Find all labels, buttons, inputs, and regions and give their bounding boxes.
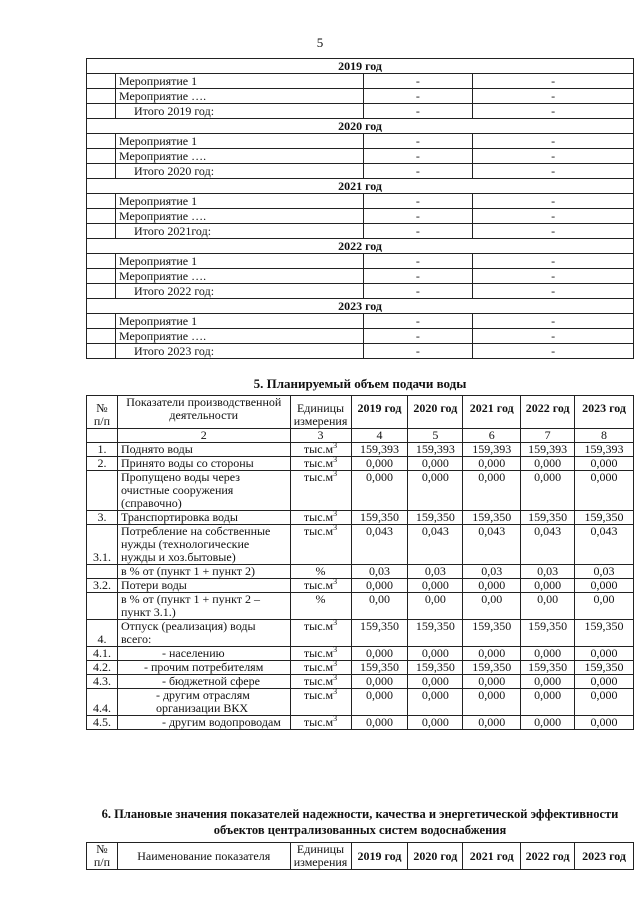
table-row <box>87 647 634 661</box>
value-cell: 0,000 <box>463 457 521 471</box>
unit-text: тыс.м <box>303 674 334 688</box>
value-cell: 159,350 <box>408 511 463 525</box>
value-cell: 159,350 <box>351 661 408 675</box>
measure-value: - <box>473 149 634 164</box>
header-year: 2021 год <box>463 843 521 870</box>
year-title: 2019 год <box>87 59 634 74</box>
row-number: 4.4. <box>87 689 118 716</box>
total-value: - <box>473 344 634 359</box>
value-cell: 0,000 <box>575 647 634 661</box>
row-number: 4.1. <box>87 647 118 661</box>
value-cell: 0,043 <box>521 525 575 565</box>
measure-value: - <box>363 329 473 344</box>
table-row <box>87 511 634 525</box>
table-row <box>87 254 634 269</box>
value-cell: 159,393 <box>575 443 634 457</box>
indicator-name: - другим водопроводам <box>117 716 290 730</box>
header-year: 2019 год <box>351 843 408 870</box>
measure-value: - <box>363 269 473 284</box>
header-year: 2021 год <box>463 396 521 429</box>
row-number: 4. <box>87 620 118 647</box>
unit-superscript: 3 <box>333 673 338 682</box>
indicator-name: - другим отраслям организации ВКХ <box>117 689 290 716</box>
table-row <box>87 457 634 471</box>
col-number: 8 <box>575 429 634 443</box>
blank-cell <box>87 284 116 299</box>
measure-value: - <box>363 134 473 149</box>
table-header-row <box>87 843 634 870</box>
unit-cell <box>290 457 351 471</box>
unit-text: % <box>315 592 326 606</box>
measure-value: - <box>363 194 473 209</box>
column-numbers-row <box>87 429 634 443</box>
unit-cell <box>290 716 351 730</box>
value-cell: 0,000 <box>351 471 408 511</box>
reliability-table <box>86 842 634 870</box>
col-number: 7 <box>521 429 575 443</box>
header-year: 2023 год <box>575 396 634 429</box>
blank-cell <box>87 269 116 284</box>
total-value: - <box>363 344 473 359</box>
measure-value: - <box>473 134 634 149</box>
value-cell: 0,000 <box>575 675 634 689</box>
value-cell: 0,000 <box>521 716 575 730</box>
indicator-name: Отпуск (реализация) воды всего: <box>117 620 290 647</box>
value-cell: 0,000 <box>521 471 575 511</box>
value-cell: 159,393 <box>463 443 521 457</box>
indicator-name: в % от (пункт 1 + пункт 2) <box>117 565 290 579</box>
col-number: 2 <box>117 429 290 443</box>
measure-value: - <box>473 209 634 224</box>
indicator-name: - прочим потребителям <box>117 661 290 675</box>
header-year: 2019 год <box>351 396 408 429</box>
year-header-row <box>87 239 634 254</box>
total-row <box>87 224 634 239</box>
indicator-name: Транспортировка воды <box>117 511 290 525</box>
value-cell: 159,350 <box>463 661 521 675</box>
value-cell: 0,03 <box>463 565 521 579</box>
total-value: - <box>363 224 473 239</box>
measure-value: - <box>363 209 473 224</box>
blank-cell <box>87 104 116 119</box>
unit-cell <box>290 579 351 593</box>
header-indicator: Наименование показателя <box>117 843 290 870</box>
value-cell: 159,350 <box>408 620 463 647</box>
table-row <box>87 134 634 149</box>
year-title: 2020 год <box>87 119 634 134</box>
value-cell: 0,000 <box>575 716 634 730</box>
row-number: 1. <box>87 443 118 457</box>
table-header-row <box>87 396 634 429</box>
unit-superscript: 3 <box>333 509 338 518</box>
unit-superscript: 3 <box>333 455 338 464</box>
indicator-name: - бюджетной сфере <box>117 675 290 689</box>
row-number: 4.5. <box>87 716 118 730</box>
value-cell: 0,000 <box>351 457 408 471</box>
total-name: Итого 2019 год: <box>115 104 363 119</box>
header-num: № п/п <box>87 843 118 870</box>
value-cell: 159,393 <box>408 443 463 457</box>
table-row <box>87 149 634 164</box>
value-cell: 0,03 <box>521 565 575 579</box>
value-cell: 0,000 <box>408 579 463 593</box>
unit-superscript: 3 <box>333 714 338 723</box>
value-cell: 0,000 <box>351 579 408 593</box>
blank-cell <box>87 89 116 104</box>
measure-value: - <box>473 314 634 329</box>
value-cell: 159,350 <box>521 511 575 525</box>
indicator-name: Принято воды со стороны <box>117 457 290 471</box>
value-cell: 0,043 <box>575 525 634 565</box>
indicator-name: Пропущено воды через очистные сооружения (справочно) <box>117 471 290 511</box>
table-row <box>87 675 634 689</box>
measure-value: - <box>363 254 473 269</box>
unit-text: тыс.м <box>303 619 334 633</box>
measure-name: Мероприятие 1 <box>115 314 363 329</box>
measure-value: - <box>473 194 634 209</box>
blank-cell <box>87 254 116 269</box>
year-header-row <box>87 179 634 194</box>
value-cell: 0,000 <box>408 675 463 689</box>
year-header-row <box>87 119 634 134</box>
table-row <box>87 74 634 89</box>
row-number: 2. <box>87 457 118 471</box>
table-row <box>87 661 634 675</box>
unit-cell <box>290 511 351 525</box>
indicator-name: в % от (пункт 1 + пункт 2 – пункт 3.1.) <box>117 593 290 620</box>
indicator-name: Потребление на собственные нужды (технологические нужды и хоз.бытовые) <box>117 525 290 565</box>
row-number <box>87 471 118 511</box>
value-cell: 159,393 <box>521 443 575 457</box>
unit-cell <box>290 525 351 565</box>
table-row <box>87 565 634 579</box>
row-number <box>87 593 118 620</box>
water-supply-table <box>86 395 634 730</box>
value-cell: 159,350 <box>351 620 408 647</box>
table-row <box>87 689 634 716</box>
value-cell: 0,000 <box>463 579 521 593</box>
value-cell: 0,000 <box>408 471 463 511</box>
blank-cell <box>87 134 116 149</box>
unit-cell <box>290 565 351 579</box>
unit-text: тыс.м <box>303 456 334 470</box>
header-indicator: Показатели производственной деятельности <box>117 396 290 429</box>
value-cell: 0,000 <box>463 716 521 730</box>
measure-name: Мероприятие …. <box>115 209 363 224</box>
indicator-name: Поднято воды <box>117 443 290 457</box>
value-cell: 0,000 <box>351 716 408 730</box>
value-cell: 0,000 <box>463 675 521 689</box>
value-cell: 0,00 <box>575 593 634 620</box>
row-number: 4.3. <box>87 675 118 689</box>
unit-superscript: 3 <box>333 659 338 668</box>
unit-superscript: 3 <box>333 645 338 654</box>
year-title: 2023 год <box>87 299 634 314</box>
year-header-row <box>87 299 634 314</box>
header-year: 2020 год <box>408 396 463 429</box>
blank-cell <box>87 149 116 164</box>
indicator-name: Потери воды <box>117 579 290 593</box>
row-number: 3.1. <box>87 525 118 565</box>
measure-value: - <box>363 89 473 104</box>
year-header-row <box>87 59 634 74</box>
value-cell: 159,350 <box>463 511 521 525</box>
table-row <box>87 579 634 593</box>
total-row <box>87 344 634 359</box>
value-cell: 0,000 <box>575 471 634 511</box>
unit-superscript: 3 <box>333 523 338 532</box>
blank-cell <box>87 329 116 344</box>
value-cell: 0,03 <box>408 565 463 579</box>
total-row <box>87 164 634 179</box>
table-row <box>87 269 634 284</box>
value-cell: 0,000 <box>408 457 463 471</box>
unit-text: тыс.м <box>303 646 334 660</box>
table-row <box>87 209 634 224</box>
unit-cell <box>290 620 351 647</box>
total-name: Итого 2021год: <box>115 224 363 239</box>
unit-cell <box>290 471 351 511</box>
table-row <box>87 194 634 209</box>
measure-value: - <box>473 74 634 89</box>
blank-cell <box>87 314 116 329</box>
value-cell: 159,350 <box>521 661 575 675</box>
total-row <box>87 284 634 299</box>
measure-value: - <box>473 269 634 284</box>
table-row <box>87 443 634 457</box>
value-cell: 0,000 <box>408 716 463 730</box>
col-number: 5 <box>408 429 463 443</box>
measure-name: Мероприятие …. <box>115 149 363 164</box>
row-number: 4.2. <box>87 661 118 675</box>
measures-table <box>86 58 634 359</box>
table-row <box>87 620 634 647</box>
value-cell: 0,03 <box>351 565 408 579</box>
measure-value: - <box>363 314 473 329</box>
year-title: 2021 год <box>87 179 634 194</box>
unit-cell <box>290 443 351 457</box>
value-cell: 159,350 <box>408 661 463 675</box>
value-cell: 0,000 <box>575 689 634 716</box>
unit-text: тыс.м <box>303 510 334 524</box>
value-cell: 0,000 <box>575 457 634 471</box>
value-cell: 0,00 <box>521 593 575 620</box>
value-cell: 159,393 <box>351 443 408 457</box>
header-year: 2022 год <box>521 396 575 429</box>
year-title: 2022 год <box>87 239 634 254</box>
table-row <box>87 314 634 329</box>
measure-value: - <box>363 74 473 89</box>
value-cell: 0,043 <box>408 525 463 565</box>
value-cell: 0,03 <box>575 565 634 579</box>
blank-cell <box>87 74 116 89</box>
unit-superscript: 3 <box>333 441 338 450</box>
value-cell: 0,000 <box>351 675 408 689</box>
unit-text: % <box>315 564 326 578</box>
unit-text: тыс.м <box>303 715 334 729</box>
unit-text: тыс.м <box>303 470 334 484</box>
col-number: 3 <box>290 429 351 443</box>
measure-value: - <box>363 149 473 164</box>
total-value: - <box>473 104 634 119</box>
header-year: 2020 год <box>408 843 463 870</box>
section-6-heading: 6. Плановые значения показателей надежности, качества и энергетической эффективности объектов централизованных систем водоснабжения <box>101 807 619 837</box>
section-5-heading: 5. Планируемый объем подачи воды <box>253 376 467 391</box>
unit-text: тыс.м <box>303 524 334 538</box>
row-number <box>87 565 118 579</box>
value-cell: 159,350 <box>521 620 575 647</box>
unit-cell <box>290 647 351 661</box>
unit-text: тыс.м <box>303 578 334 592</box>
total-row <box>87 104 634 119</box>
value-cell: 159,350 <box>575 511 634 525</box>
measure-value: - <box>473 254 634 269</box>
value-cell: 0,000 <box>521 579 575 593</box>
value-cell: 0,000 <box>521 647 575 661</box>
total-name: Итого 2020 год: <box>115 164 363 179</box>
table-row <box>87 329 634 344</box>
total-value: - <box>363 164 473 179</box>
total-value: - <box>473 164 634 179</box>
value-cell: 0,043 <box>463 525 521 565</box>
measure-name: Мероприятие …. <box>115 329 363 344</box>
unit-superscript: 3 <box>333 469 338 478</box>
value-cell: 0,000 <box>463 647 521 661</box>
value-cell: 0,000 <box>521 457 575 471</box>
unit-cell <box>290 689 351 716</box>
unit-cell <box>290 661 351 675</box>
value-cell: 0,000 <box>521 675 575 689</box>
value-cell: 0,000 <box>575 579 634 593</box>
col-number: 6 <box>463 429 521 443</box>
page-number: 5 <box>316 35 324 50</box>
measure-name: Мероприятие 1 <box>115 134 363 149</box>
measure-name: Мероприятие …. <box>115 269 363 284</box>
table-row <box>87 716 634 730</box>
table-row <box>87 593 634 620</box>
value-cell: 0,000 <box>408 689 463 716</box>
unit-superscript: 3 <box>333 618 338 627</box>
table-row <box>87 89 634 104</box>
col-number: 4 <box>351 429 408 443</box>
value-cell: 159,350 <box>351 511 408 525</box>
unit-cell <box>290 675 351 689</box>
unit-text: тыс.м <box>303 442 334 456</box>
value-cell: 0,000 <box>463 689 521 716</box>
measure-name: Мероприятие 1 <box>115 194 363 209</box>
value-cell: 159,350 <box>575 620 634 647</box>
value-cell: 159,350 <box>463 620 521 647</box>
total-value: - <box>473 224 634 239</box>
blank-cell <box>87 194 116 209</box>
blank-cell <box>87 164 116 179</box>
value-cell: 0,000 <box>521 689 575 716</box>
row-number: 3.2. <box>87 579 118 593</box>
value-cell: 0,000 <box>408 647 463 661</box>
value-cell: 0,00 <box>408 593 463 620</box>
unit-text: тыс.м <box>303 688 334 702</box>
measure-name: Мероприятие 1 <box>115 254 363 269</box>
value-cell: 0,00 <box>351 593 408 620</box>
header-num: № п/п <box>87 396 118 429</box>
header-year: 2022 год <box>521 843 575 870</box>
header-unit: Единицы измерения <box>290 843 351 870</box>
value-cell: 0,000 <box>351 647 408 661</box>
table-row <box>87 471 634 511</box>
total-name: Итого 2022 год: <box>115 284 363 299</box>
unit-text: тыс.м <box>303 660 334 674</box>
header-unit: Единицы измерения <box>290 396 351 429</box>
row-number: 3. <box>87 511 118 525</box>
table-row <box>87 525 634 565</box>
blank-cell <box>87 209 116 224</box>
measure-value: - <box>473 329 634 344</box>
total-name: Итого 2023 год: <box>115 344 363 359</box>
total-value: - <box>363 104 473 119</box>
blank-cell <box>87 224 116 239</box>
total-value: - <box>363 284 473 299</box>
unit-superscript: 3 <box>333 687 338 696</box>
value-cell: 0,00 <box>463 593 521 620</box>
measure-name: Мероприятие …. <box>115 89 363 104</box>
unit-superscript: 3 <box>333 577 338 586</box>
measure-name: Мероприятие 1 <box>115 74 363 89</box>
total-value: - <box>473 284 634 299</box>
value-cell: 0,000 <box>351 689 408 716</box>
value-cell: 0,043 <box>351 525 408 565</box>
value-cell: 159,350 <box>575 661 634 675</box>
unit-cell <box>290 593 351 620</box>
header-year: 2023 год <box>575 843 634 870</box>
blank-cell <box>87 344 116 359</box>
measure-value: - <box>473 89 634 104</box>
indicator-name: - населению <box>117 647 290 661</box>
value-cell: 0,000 <box>463 471 521 511</box>
